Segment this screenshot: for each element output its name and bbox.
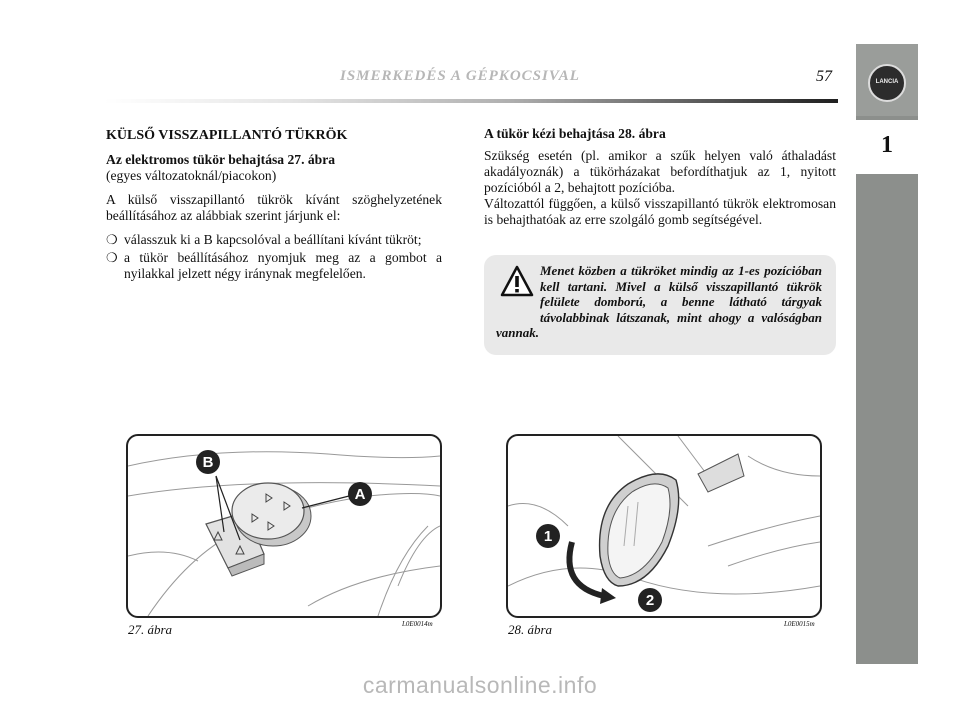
mirror-switch-illustration [128, 436, 440, 616]
figure-27-caption: 27. ábra [128, 622, 173, 637]
list-item [106, 232, 442, 248]
callout-b: B [202, 454, 214, 471]
variant-note: (egyes változatoknál/piacokon) [106, 168, 277, 183]
electric-fold-paragraph: Változattól függően, a külső visszapillantó tükrök elektromosan is behajthatóak az erre szolgáló gomb segítségével. [484, 196, 836, 227]
bullet-circle-icon: ❍ [106, 250, 118, 265]
section-heading: KÜLSŐ VISSZAPILLANTÓ TÜKRÖK [106, 128, 348, 143]
chapter-tab[interactable] [856, 120, 918, 174]
running-header: ISMERKEDÉS A GÉPKOCSIVAL [340, 68, 580, 84]
subheading-manual-fold: A tükör kézi behajtása 28. ábra [484, 126, 666, 141]
callout-2: 2 [645, 592, 655, 609]
subheading-electric-fold: Az elektromos tükör behajtása 27. ábra [106, 152, 336, 167]
warning-box [484, 255, 836, 355]
figure-27 [126, 434, 442, 618]
chapter-sidebar [856, 44, 918, 664]
intro-paragraph: A külső visszapillantó tükrök kívánt szöghelyzetének beállításához az alábbiak szerint járjunk el: [106, 192, 442, 223]
figure-28 [506, 434, 822, 618]
bullet-text: a tükör beállításához nyomjuk meg az a gombot a nyilakkal jelzett négy iránynak megfelelően. [124, 250, 442, 281]
lancia-logo [868, 64, 906, 102]
header-rule [104, 99, 838, 103]
bullet-text: válasszuk ki a B kapcsolóval a beállítani kívánt tükröt; [124, 232, 422, 247]
logo-box [856, 44, 918, 116]
callout-1: 1 [543, 528, 553, 545]
right-column [484, 126, 836, 228]
figure-28-code: L0E0015m [784, 620, 815, 628]
watermark: carmanualsonline.info [362, 672, 598, 698]
logo-text: LANCIA [875, 79, 899, 85]
callout-a: A [354, 486, 366, 503]
left-column [106, 128, 442, 284]
warning-text-container [496, 263, 822, 341]
mirror-fold-illustration [508, 436, 820, 616]
figure-27-code: L0E0014m [402, 620, 433, 628]
page-number: 57 [816, 68, 832, 85]
manual-fold-paragraph: Szükség esetén (pl. amikor a szűk helyen való áthaladást akadályoznák) a tükörházakat befordíthatjuk az 1, nyitott pozícióból a 2, behajtott pozícióba. [484, 148, 836, 195]
bullet-circle-icon: ❍ [106, 232, 118, 247]
warning-text: Menet közben a tükröket mindig az 1-es pozícióban kell tartani. Mivel a külső visszapillantó tükrök felülete domború, a benne látható tárgyak távolabbinak látszanak, mint ahogy a valóságban vannak. [496, 263, 822, 340]
list-item [106, 250, 442, 282]
figure-28-caption: 28. ábra [508, 622, 553, 637]
chapter-number: 1 [881, 132, 893, 158]
